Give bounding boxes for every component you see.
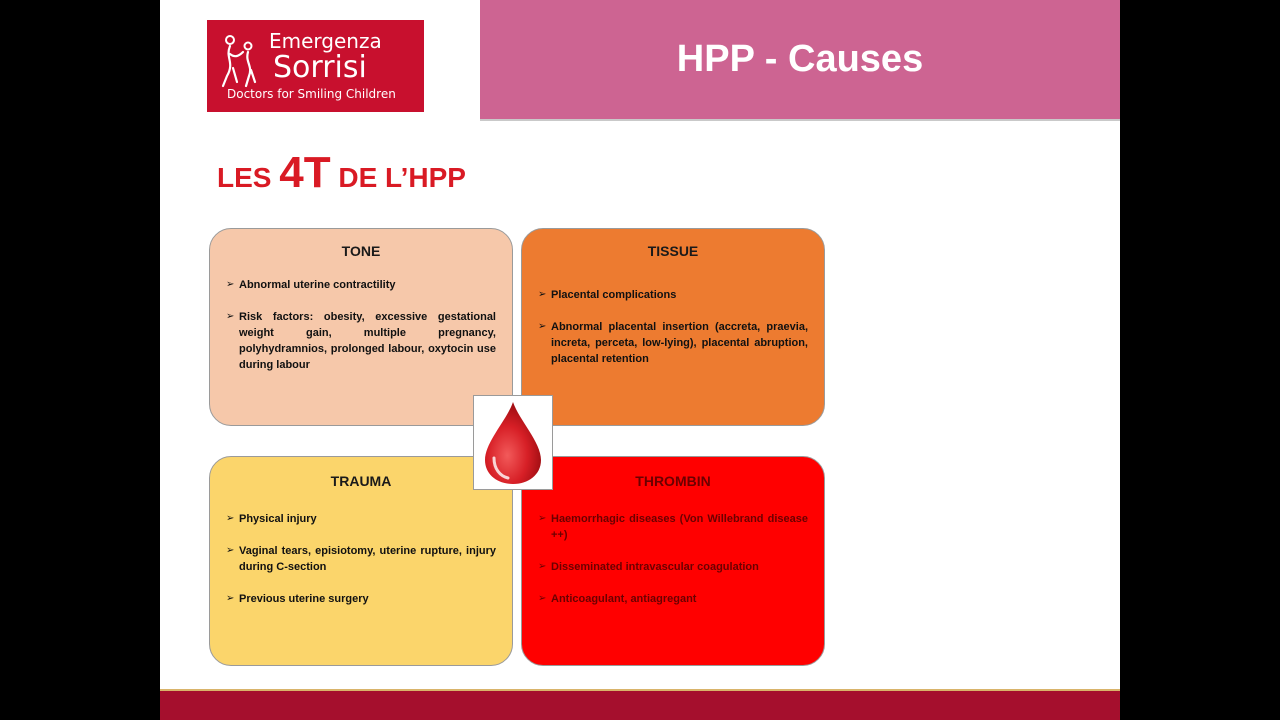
list-item: ➢ Placental complications	[538, 287, 808, 303]
quadrant-list	[538, 511, 808, 607]
logo-text-sorrisi: Sorrisi	[273, 50, 367, 85]
list-item: ➢ Abnormal uterine contractility	[226, 277, 496, 293]
quadrant-title: TISSUE	[647, 243, 699, 259]
quadrant-list	[538, 287, 808, 367]
list-item: ➢ Disseminated intravascular coagulation	[538, 559, 808, 575]
quadrant-tissue	[521, 228, 825, 426]
quadrant-title: TONE	[341, 243, 381, 259]
quadrant-title: TRAUMA	[330, 473, 392, 489]
quadrant-list	[226, 277, 496, 373]
slide-title: HPP - Causes	[676, 38, 924, 80]
smiling-children-icon	[221, 32, 261, 88]
logo-tagline: Doctors for Smiling Children	[227, 87, 396, 101]
quadrant-trauma	[209, 456, 513, 666]
quadrant-thrombin	[521, 456, 825, 666]
list-item: ➢ Haemorrhagic diseases (Von Willebrand disease ++)	[538, 511, 808, 543]
quadrant-list	[226, 511, 496, 607]
list-item: ➢ Previous uterine surgery	[226, 591, 496, 607]
list-item: ➢ Risk factors: obesity, excessive gestational weight gain, multiple pregnancy, polyhydramnios, prolonged labour, oxytocin use during labour	[226, 309, 496, 373]
emergenza-sorrisi-logo	[207, 20, 424, 112]
subtitle-4t: 4T	[279, 148, 331, 197]
list-item: ➢ Vaginal tears, episiotomy, uterine rupture, injury during C-section	[226, 543, 496, 575]
logo-text-emergenza: Emergenza	[269, 29, 382, 53]
title-bar	[480, 0, 1120, 121]
list-item: ➢ Anticoagulant, antiagregant	[538, 591, 808, 607]
blood-drop-icon	[474, 396, 551, 488]
subtitle-suffix: DE L’HPP	[330, 162, 466, 193]
footer-bar	[160, 689, 1120, 720]
quadrant-tone	[209, 228, 513, 426]
subtitle-prefix: LES	[217, 162, 280, 193]
list-item: ➢ Physical injury	[226, 511, 496, 527]
blood-drop-box	[473, 395, 553, 490]
slide-subtitle	[217, 148, 466, 198]
quadrant-title: THROMBIN	[635, 473, 711, 489]
list-item: ➢ Abnormal placental insertion (accreta, praevia, increta, perceta, low-lying), placental abruption, placental retention	[538, 319, 808, 367]
slide	[160, 0, 1120, 720]
